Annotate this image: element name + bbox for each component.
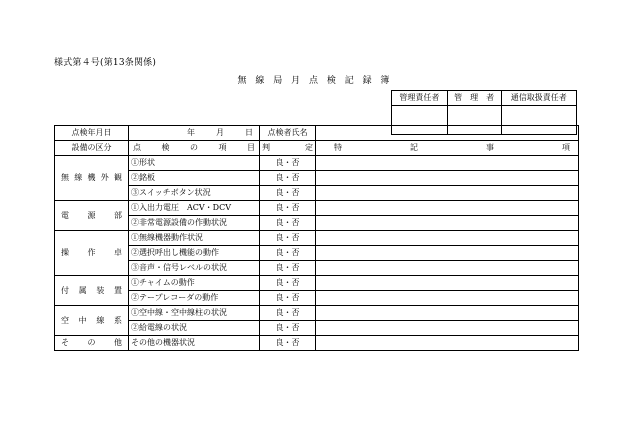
category-char: 空 bbox=[61, 315, 69, 325]
form-title: 無 線 局 月 点 検 記 録 簿 bbox=[237, 76, 393, 86]
notes-field[interactable] bbox=[316, 246, 579, 261]
category-char: 外 bbox=[100, 173, 109, 182]
table-row bbox=[55, 231, 579, 246]
header-notes-char: 記 bbox=[410, 143, 418, 152]
notes-field[interactable] bbox=[316, 171, 579, 186]
category-cell bbox=[55, 276, 129, 306]
category-char: 中 bbox=[78, 315, 87, 325]
category-char: 機 bbox=[87, 173, 96, 182]
judgement-option[interactable]: 良・否 bbox=[260, 306, 316, 321]
judgement-option[interactable]: 良・否 bbox=[260, 156, 316, 171]
category-char: 他 bbox=[114, 338, 122, 347]
inspection-item: ③音声・信号レベルの状況 bbox=[129, 261, 260, 276]
inspection-item: ②銘板 bbox=[129, 171, 260, 186]
category-char: 無 bbox=[61, 173, 69, 182]
notes-field[interactable] bbox=[316, 186, 579, 201]
category-char: 作 bbox=[87, 248, 96, 257]
inspector-label: 点検者氏名 bbox=[260, 126, 316, 141]
judgement-option[interactable]: 良・否 bbox=[260, 261, 316, 276]
category-char: 部 bbox=[114, 210, 122, 220]
category-char: 線 bbox=[74, 173, 83, 182]
notes-field[interactable] bbox=[316, 156, 579, 171]
header-category: 設備の区分 bbox=[55, 141, 129, 156]
judgement-option[interactable]: 良・否 bbox=[260, 231, 316, 246]
header-row bbox=[55, 141, 579, 156]
notes-field[interactable] bbox=[316, 231, 579, 246]
category-char: 電 bbox=[61, 210, 69, 220]
category-cell bbox=[55, 201, 129, 231]
table-row bbox=[55, 216, 579, 231]
notes-field[interactable] bbox=[316, 306, 579, 321]
date-part: 月 bbox=[216, 128, 224, 137]
notes-field[interactable] bbox=[316, 201, 579, 216]
judgement-option[interactable]: 良・否 bbox=[260, 186, 316, 201]
category-char: 属 bbox=[78, 285, 87, 295]
date-field[interactable] bbox=[129, 126, 260, 141]
header-item-char: 検 bbox=[161, 143, 170, 152]
category-cell bbox=[55, 156, 129, 201]
category-char: 操 bbox=[61, 248, 69, 257]
inspection-item: ②テープレコーダの動作 bbox=[129, 291, 260, 306]
judgement-option[interactable]: 良・否 bbox=[260, 276, 316, 291]
header-notes-char: 事 bbox=[486, 143, 494, 152]
notes-field[interactable] bbox=[316, 261, 579, 276]
table-row bbox=[55, 291, 579, 306]
category-cell bbox=[55, 336, 129, 351]
form-code: 様式第４号(第13条関係) bbox=[54, 58, 157, 68]
judgement-option[interactable]: 良・否 bbox=[260, 216, 316, 231]
date-part: 日 bbox=[245, 128, 253, 137]
judgement-option[interactable]: 良・否 bbox=[260, 291, 316, 306]
date-row bbox=[55, 126, 579, 141]
notes-field[interactable] bbox=[316, 291, 579, 306]
judgement-option[interactable]: 良・否 bbox=[260, 171, 316, 186]
header-judge-char: 定 bbox=[305, 143, 313, 152]
table-row bbox=[55, 261, 579, 276]
inspection-item: ②給電線の状況 bbox=[129, 321, 260, 336]
inspection-item: ①形状 bbox=[129, 156, 260, 171]
category-char: 置 bbox=[113, 285, 122, 295]
judgement-option[interactable]: 良・否 bbox=[260, 201, 316, 216]
date-part: 年 bbox=[187, 128, 195, 137]
table-row bbox=[55, 336, 579, 351]
category-cell bbox=[55, 306, 129, 336]
category-char: 卓 bbox=[114, 248, 122, 257]
table-row bbox=[55, 246, 579, 261]
inspection-item: ①入出力電圧 ACV・DCV bbox=[129, 201, 260, 216]
category-char: 源 bbox=[87, 210, 96, 220]
inspection-item: ②選択呼出し機能の動作 bbox=[129, 246, 260, 261]
header-notes-char: 特 bbox=[334, 143, 342, 152]
category-char: の bbox=[87, 338, 96, 347]
category-cell bbox=[55, 231, 129, 276]
table-row bbox=[55, 306, 579, 321]
inspection-item: ①チャイムの動作 bbox=[129, 276, 260, 291]
category-char: 付 bbox=[61, 285, 69, 295]
inspector-name-field[interactable] bbox=[316, 126, 579, 141]
judgement-option[interactable]: 良・否 bbox=[260, 336, 316, 351]
category-char: そ bbox=[61, 338, 69, 347]
category-char: 観 bbox=[114, 173, 122, 182]
header-notes-char: 項 bbox=[562, 143, 570, 152]
header-item bbox=[129, 141, 260, 156]
notes-field[interactable] bbox=[316, 276, 579, 291]
inspection-item: ①空中線・空中線柱の状況 bbox=[129, 306, 260, 321]
header-judge-char: 判 bbox=[262, 143, 270, 152]
table-row bbox=[55, 201, 579, 216]
header-item-char: の bbox=[190, 143, 198, 152]
table-row bbox=[55, 156, 579, 171]
judgement-option[interactable]: 良・否 bbox=[260, 246, 316, 261]
header-item-char: 点 bbox=[133, 143, 141, 152]
category-char: 装 bbox=[96, 285, 105, 295]
inspection-item: ①無線機器動作状況 bbox=[129, 231, 260, 246]
inspection-item: ②非常電源設備の作動状況 bbox=[129, 216, 260, 231]
header-judge bbox=[260, 141, 316, 156]
header-item-char: 項 bbox=[218, 143, 227, 152]
inspection-table bbox=[54, 125, 579, 351]
date-label: 点検年月日 bbox=[55, 126, 129, 141]
table-row bbox=[55, 171, 579, 186]
approval-header-manager-in-charge: 管理責任者 bbox=[392, 91, 448, 106]
notes-field[interactable] bbox=[316, 321, 579, 336]
inspection-item: その他の機器状況 bbox=[129, 336, 260, 351]
table-row bbox=[55, 276, 579, 291]
inspection-item: ③スイッチボタン状況 bbox=[129, 186, 260, 201]
category-char: 線 bbox=[96, 315, 105, 325]
approval-header-manager: 管 理 者 bbox=[447, 91, 501, 106]
judgement-option[interactable]: 良・否 bbox=[260, 321, 316, 336]
header-notes bbox=[316, 141, 579, 156]
header-item-char: 目 bbox=[247, 143, 255, 152]
table-row bbox=[55, 186, 579, 201]
table-row bbox=[55, 321, 579, 336]
category-char: 系 bbox=[113, 315, 122, 325]
notes-field[interactable] bbox=[316, 336, 579, 351]
notes-field[interactable] bbox=[316, 216, 579, 231]
approval-header-comm-manager: 通信取扱責任者 bbox=[501, 91, 576, 106]
